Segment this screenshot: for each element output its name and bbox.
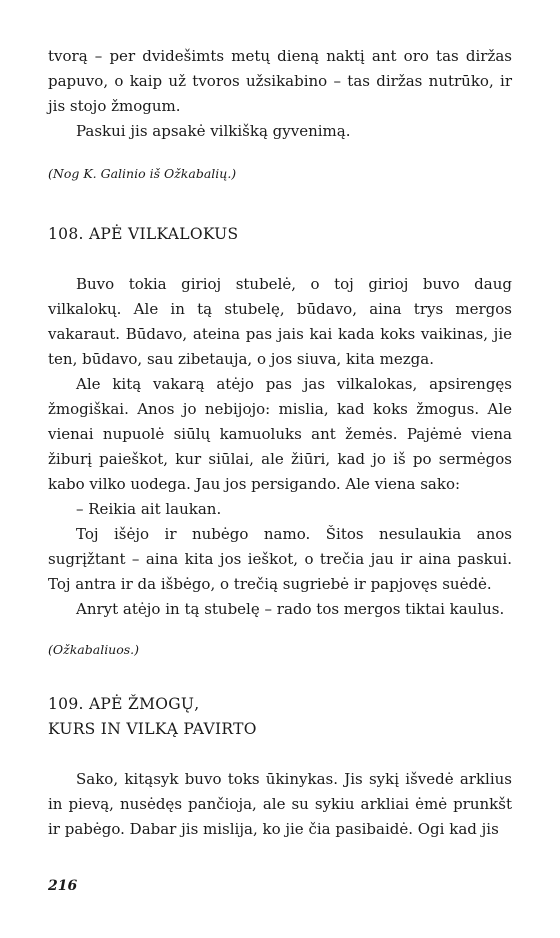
story-108-dialogue-line: – Reikia ait laukan. — [76, 500, 222, 518]
story-109-paragraph: Sako, kitąsyk buvo toks ūkinykas. Jis sykį išvedė arklius in pievą, nusėdęs pančioja, ale su sykiu arkliai ėmė prunkšt ir pabėgo. Dabar jis mislija, ko jie čia pasibaidė. Ogi kad jis — [48, 770, 512, 838]
story-108-paragraph: Buvo tokia girioj stubelė, o toj girioj buvo daug vilkalokų. Ale in tą stubelę, būdavo, aina trys mergos vakaraut. Būdavo, ateina pas jais kai kada koks vaikinas, jie ten, būdavo, sau zibetauja, o jos siuva, kita mezga. — [48, 275, 512, 368]
story-108-heading: 108. APĖ VILKALOKUS — [48, 225, 239, 243]
story-109-heading-line1: 109. APĖ ŽMOGŲ, — [48, 695, 200, 713]
story-108-paragraph: Toj išėjo ir nubėgo namo. Šitos nesulaukia anos sugrįžtant – aina kita jos ieškot, o trečia jau ir aina paskui. Toj antra ir da išbėgo, o trečią sugriebė ir papjovęs suėdė. — [48, 525, 512, 593]
story-108-source: (Ožkabaliuos.) — [48, 642, 140, 657]
story-108-paragraph: Ale kitą vakarą atėjo pas jas vilkalokas, apsirengęs žmogiškai. Anos jo nebijojo: mislia, kad koks žmogus. Ale vienai nupuolė siūlų kamuoluks ant žemės. Pajėmė viena žiburį paieškot, kur siūlai, ale žiūri, kad jo iš po sermėgos kabo vilko uodega. Jau jos persigando. Ale viena sako: — [48, 375, 512, 493]
story-107-continued-paragraph: tvorą – per dvidešimts metų dieną naktį ant oro tas diržas papuvo, o kaip už tvoros užsikabino – tas diržas nutrūko, ir jis stojo žmogum. — [48, 47, 512, 115]
page-number: 216 — [48, 878, 78, 894]
story-108-paragraph: Anryt atėjo in tą stubelę – rado tos mergos tiktai kaulus. — [76, 600, 505, 618]
story-107-source: (Nog K. Galinio iš Ožkabalių.) — [48, 166, 237, 181]
story-107-last-paragraph: Paskui jis apsakė vilkišką gyvenimą. — [76, 122, 351, 140]
story-109-heading-line2: KURS IN VILKĄ PAVIRTO — [48, 720, 257, 738]
